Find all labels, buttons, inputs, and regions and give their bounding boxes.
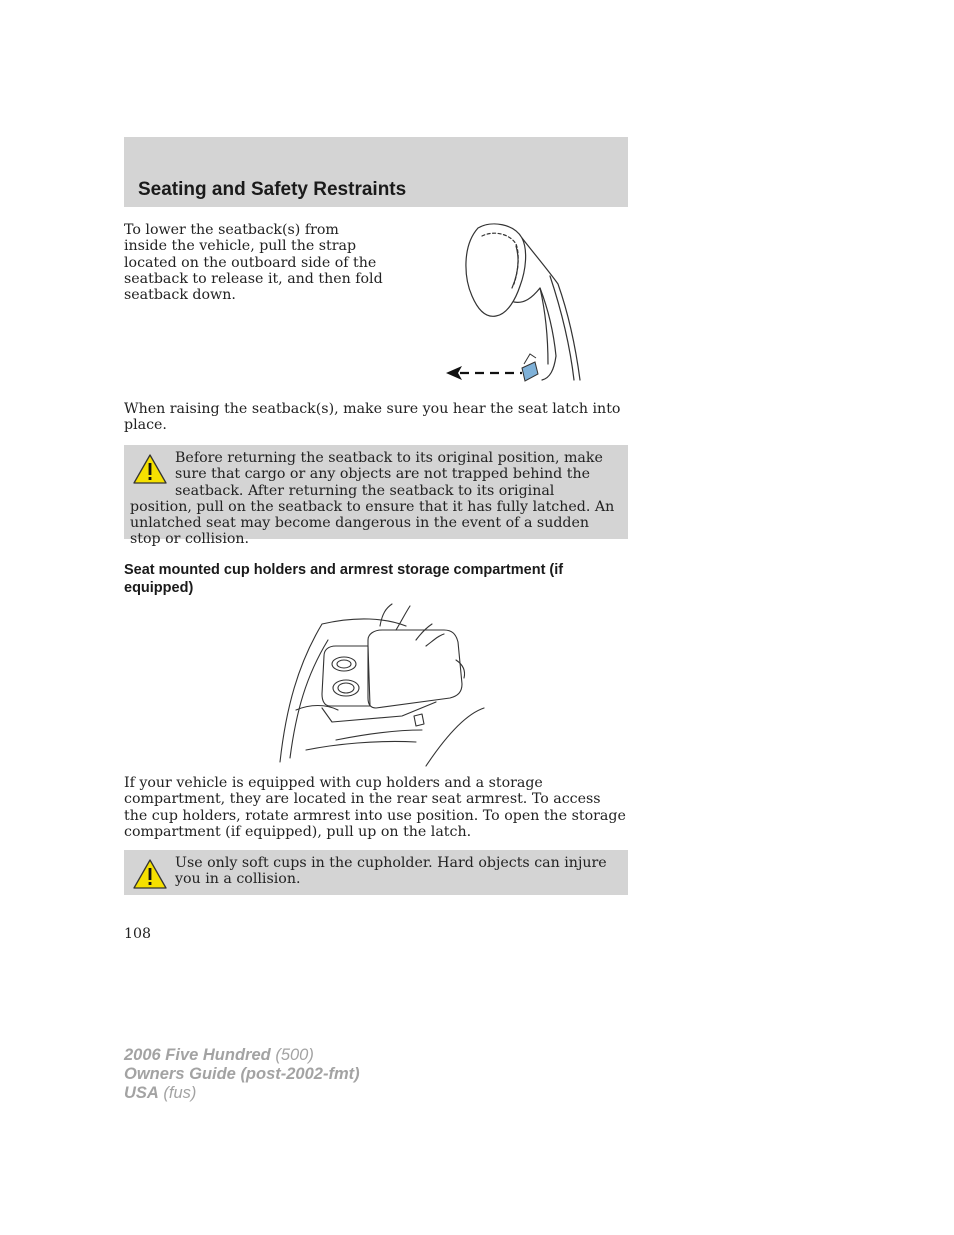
footer-line-guide: Owners Guide (post-2002-fmt) [124, 1065, 360, 1083]
section-header-band [124, 137, 628, 207]
footer-line-region: USA (fus) [124, 1084, 197, 1102]
cup-holder-paragraph: If your vehicle is equipped with cup holders and a storage compartment, they are located in the rear seat armrest. To access the cup holders, rotate armrest into use position. To open the storage compartment (if equipped), pull up on the latch. [124, 775, 626, 840]
armrest-cup-holder-illustration [276, 600, 492, 770]
footer-line-model: 2006 Five Hundred (500) [124, 1046, 314, 1064]
warning-text-seatback: Before returning the seatback to its original position, make sure that cargo or any objects are not trapped behind the seatback. After returning the seatback to its original position, pull on the seatback to ensure that it has fully latched. An unlatched seat may become dangerous in the event of a sudden stop or collision. [130, 450, 615, 548]
raising-seatback-paragraph: When raising the seatback(s), make sure you hear the seat latch into place. [124, 401, 621, 434]
warning-box-seatback [124, 445, 628, 548]
warning-box-cups [124, 850, 628, 895]
section-title: Seating and Safety Restraints [138, 179, 407, 200]
warning-triangle-icon [132, 453, 168, 485]
document-footer [124, 1046, 360, 1103]
warning-text-cups: Use only soft cups in the cupholder. Hard objects can injure you in a collision. [175, 855, 607, 888]
page-number: 108 [124, 926, 152, 942]
warning-triangle-icon [132, 858, 168, 890]
cup-holder-subheading: Seat mounted cup holders and armrest storage compartment (if equipped) [124, 562, 564, 596]
lower-seatback-paragraph: To lower the seatback(s) from inside the vehicle, pull the strap located on the outboard side of the seatback to release it, and then fold seatback down. [124, 222, 383, 304]
seatback-release-illustration [440, 218, 600, 388]
